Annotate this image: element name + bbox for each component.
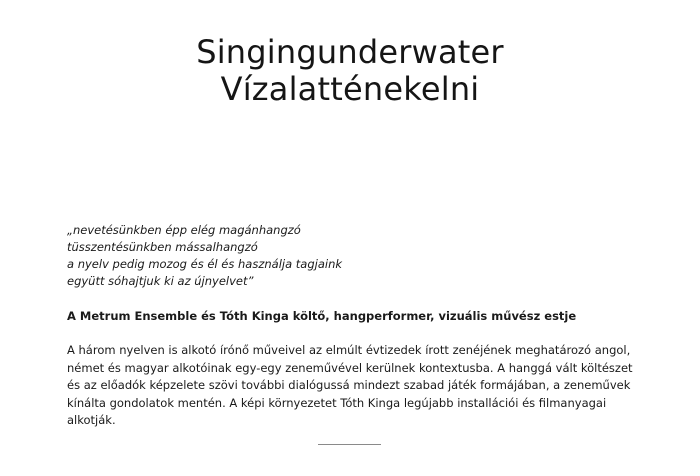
- event-description: A három nyelven is alkotó írónő műveivel az elmúlt évtizedek írott zenéjének meghatározó angol, német és magyar alkotóinak egy-egy zeneművével kerülnek kontextusba. A hanggá vált költészet és az előadók képzelete szövi további dialógussá mindezt szabad játék formájában, a zeneművek kínálta gondolatok mentén. A képi környezetet Tóth Kinga legújabb installációi és filmanyagai alkotják.: [67, 343, 633, 427]
- poem-line: a nyelv pedig mozog és él és használja tagjaink: [67, 257, 343, 271]
- page-title: [0, 34, 700, 108]
- poem-quote: [67, 222, 637, 290]
- main-content: [67, 222, 637, 430]
- poem-line: tüsszentésünkben mássalhangzó: [67, 240, 258, 254]
- poem-line: együtt sóhajtjuk ki az újnyelvet”: [67, 274, 254, 288]
- section-divider: [318, 444, 381, 445]
- title-line-english: Singingunderwater: [196, 33, 504, 71]
- title-line-hungarian: Vízalatténekelni: [220, 70, 480, 108]
- event-subtitle: A Metrum Ensemble és Tóth Kinga költő, hangperformer, vizuális művész estje: [67, 309, 577, 323]
- poem-line: „nevetésünkben épp elég magánhangzó: [67, 223, 301, 237]
